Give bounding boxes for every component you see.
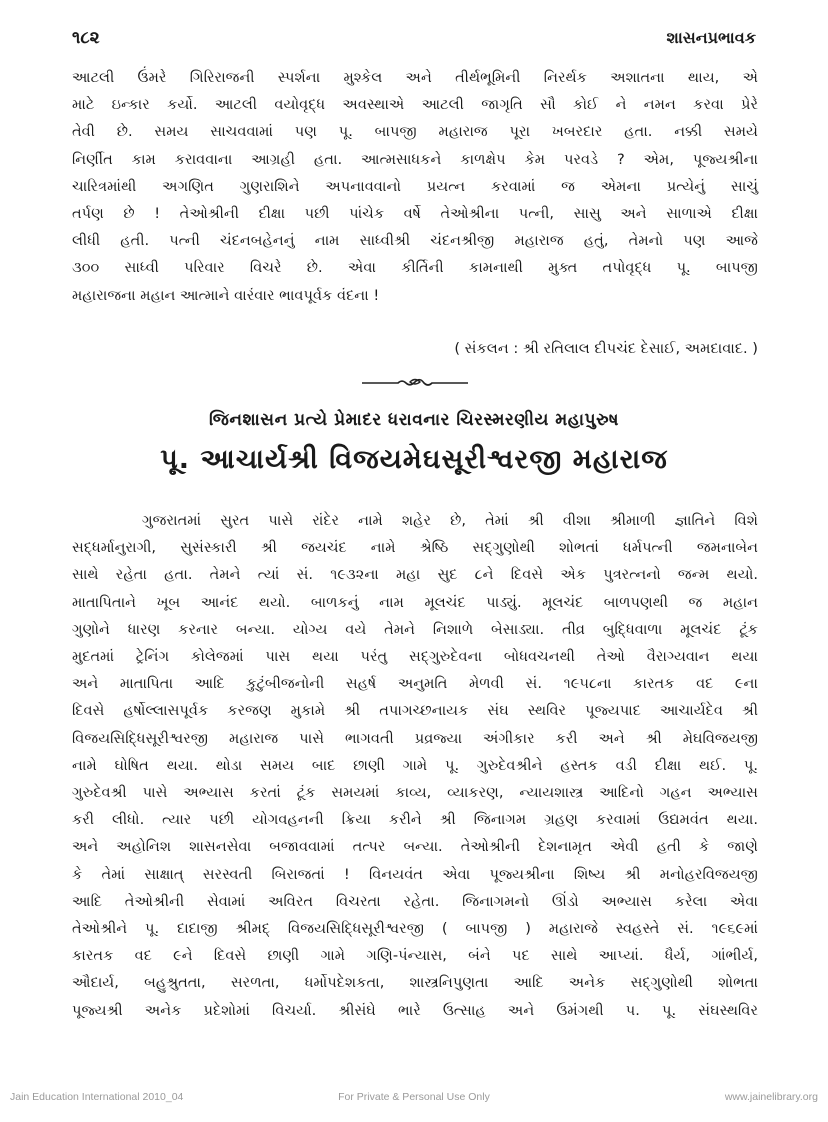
running-title: શાસનપ્રભાવક <box>666 28 756 47</box>
compiler-credit: ( સંકલન : શ્રી રતિલાલ દીપચંદ દેસાઈ, અમદાવાદ. ) <box>454 340 758 357</box>
text-line: દિવસે હર્ષોલ્લાસપૂર્વક કરજણ મુકામે શ્રી તપાગચ્છનાયક સંઘ સ્થવિર પૂજ્યપાદ આચાર્યદેવ શ્રી <box>72 702 758 720</box>
footer-website-link[interactable]: www.jainelibrary.org <box>724 1091 818 1103</box>
text-line: અને માતાપિતા આદિ કુટુંબીજનોની સહર્ષ અનુમતિ મેળવી સં. ૧૯૫૮ના કારતક વદ ૯ના <box>72 675 758 693</box>
biography-paragraph <box>72 507 758 1024</box>
text-line: ગુણોને ધારણ કરનાર બન્યા. યોગ્ય વયે તેમને નિશાળે બેસાડ્યા. તીવ્ર બુદ્ધિવાળા મૂલચંદ ટૂંક <box>72 620 758 638</box>
text-line: કારતક વદ ૯ને દિવસે છાણી ગામે ગણિ-પંન્યાસ, બંને પદ સાથે આપ્યાં. ધૈર્ય, ગાંભીર્ય, <box>72 947 758 965</box>
text-line: પૂજ્યશ્રી અનેક પ્રદેશોમાં વિચર્યા. શ્રીસંઘે ભારે ઉત્સાહ અને ઉમંગથી પ. પૂ. સંઘસ્થવિર <box>72 1001 758 1019</box>
text-line: ગુજરાતમાં સુરત પાસે રાંદેર નામે શહેર છે, તેમાં શ્રી વીશા શ્રીમાળી જ્ઞાતિને વિશે <box>142 512 758 529</box>
text-line: મુદતમાં ટ્રેનિંગ કોલેજમાં પાસ થયા પરંતુ સદ્ગુરુદેવના બોધવચનથી તેઓ વૈરાગ્યવાન થયા <box>72 648 758 666</box>
text-line: મહારાજના મહાન આત્માને વારંવાર ભાવપૂર્વક વંદના ! <box>72 286 380 304</box>
footer-usage-note: For Private & Personal Use Only <box>338 1091 490 1103</box>
text-line: નિર્ણીત કામ કરાવવાના આગ્રહી હતા. આત્મસાધકને કાળક્ષેપ કેમ પરવડે ? એમ, પૂજ્યશ્રીના <box>72 150 758 168</box>
text-line: તર્પણ છે ! તેઓશ્રીની દીક્ષા પછી પાંચેક વર્ષે તેઓશ્રીના પત્ની, સાસુ અને સાળાએ દીક્ષા <box>72 205 758 223</box>
text-line: કે તેમાં સાક્ષાત્ સરસ્વતી બિરાજતાં ! વિનયવંત એવા પૂજ્યશ્રીના શિષ્ય શ્રી મનોહરવિજયજી <box>72 865 758 883</box>
article-subheading: જિનશાસન પ્રત્યે પ્રેમાદર ધરાવનાર ચિરસ્મરણીય મહાપુરુષ <box>208 410 620 430</box>
text-line: ચારિત્રમાંથી અગણિત ગુણરાશિને અપનાવવાનો પ્રયત્ન કરવામાં જ એમના પ્રત્યેનું સાચું <box>72 177 758 195</box>
article-heading: પૂ. આચાર્યશ્રી વિજયમેઘસૂરીશ્વરજી મહારાજ <box>160 444 668 475</box>
text-line: તેવી છે. સમય સાચવવામાં પણ પૂ. બાપજી મહારાજ પૂરા ખબરદાર હતા. નક્કી સમયે <box>72 123 758 141</box>
text-line: અને અહોનિશ શાસનસેવા બજાવવામાં તત્પર બન્યા. તેઓશ્રીની દેશનામૃત એવી હતી કે જાણે <box>72 838 758 856</box>
text-line: આદિ તેઓશ્રીની સેવામાં અવિરત વિચરતા રહેતા. જિનાગમનો ઊંડો અભ્યાસ કરેલા એવા <box>72 892 758 910</box>
text-line: આટલી ઉંમરે ગિરિરાજની સ્પર્શના મુશ્કેલ અને તીર્થભૂમિની નિરર્થક અશાતના થાય, એ <box>72 69 758 86</box>
text-line: વિજયસિદ્ધિસૂરીશ્વરજી મહારાજ પાસે ભાગવતી પ્રવ્રજ્યા અંગીકાર કરી અને શ્રી મેઘવિજયજી <box>72 729 758 747</box>
text-line: સાથે રહેતા હતા. તેમને ત્યાં સં. ૧૯૩૨ના મહા સુદ ૮ને દિવસે એક પુત્રરત્નનો જન્મ થયો. <box>72 566 758 584</box>
footer-publisher: Jain Education International 2010_04 <box>10 1091 184 1103</box>
paragraph-continued <box>72 64 758 309</box>
text-line: ૩૦૦ સાધ્વી પરિવાર વિચરે છે. એવા કીર્તિની કામનાથી મુક્ત તપોવૃદ્ધ પૂ. બાપજી <box>72 259 758 277</box>
text-line: નામે ઘોષિત થયા. થોડા સમય બાદ છાણી ગામે પૂ. ગુરુદેવશ્રીને હસ્તક વડી દીક્ષા થઈ. પૂ. <box>72 756 758 774</box>
text-line: તેઓશ્રીને પૂ. દાદાજી શ્રીમદ્ વિજયસિદ્ધિસૂરીશ્વરજી ( બાપજી ) મહારાજે સ્વહસ્તે સં. ૧૯૬૯માં <box>72 920 758 938</box>
text-line: લીધી હતી. પત્ની ચંદનબહેનનું નામ સાધ્વીશ્રી ચંદનશ્રીજી મહારાજ હતું, તેમનો પણ આજે <box>72 232 758 250</box>
text-line: માતાપિતાને ખૂબ આનંદ થયો. બાળકનું નામ મૂલચંદ પાડ્યું. મૂલચંદ બાળપણથી જ મહાન <box>72 593 758 611</box>
text-line: કરી લીધો. ત્યાર પછી યોગવહનની ક્રિયા કરીને શ્રી જિનાગમ ગ્રહણ કરવામાં ઉદ્યમવંત થયા. <box>72 811 758 829</box>
divider-ornament-icon <box>360 375 470 389</box>
text-line: માટે ઇન્કાર કર્યો. આટલી વયોવૃદ્ધ અવસ્થાએ આટલી જાગૃતિ સૌ કોઈ ને નમન કરવા પ્રેરે <box>72 96 758 114</box>
text-line: સદ્ધર્માનુરાગી, સુસંસ્કારી શ્રી જયચંદ નામે શ્રેષ્ઠિ સદ્ગુણોથી શોભતાં ધર્મપત્ની જમનાબેન <box>72 539 758 557</box>
text-line: ગુરુદેવશ્રી પાસે અભ્યાસ કરતાં ટૂંક સમયમાં કાવ્ય, વ્યાકરણ, ન્યાયશાસ્ત્ર આદિનો ગહન અભ્યાસ <box>72 784 758 802</box>
text-line: ઔદાર્ય, બહુશ્રુતતા, સરળતા, ધર્મોપદેશકતા, શાસ્ત્રનિપુણતા આદિ અનેક સદ્ગુણોથી શોભતા <box>72 974 758 992</box>
page-number: ૧૮૨ <box>72 28 100 48</box>
